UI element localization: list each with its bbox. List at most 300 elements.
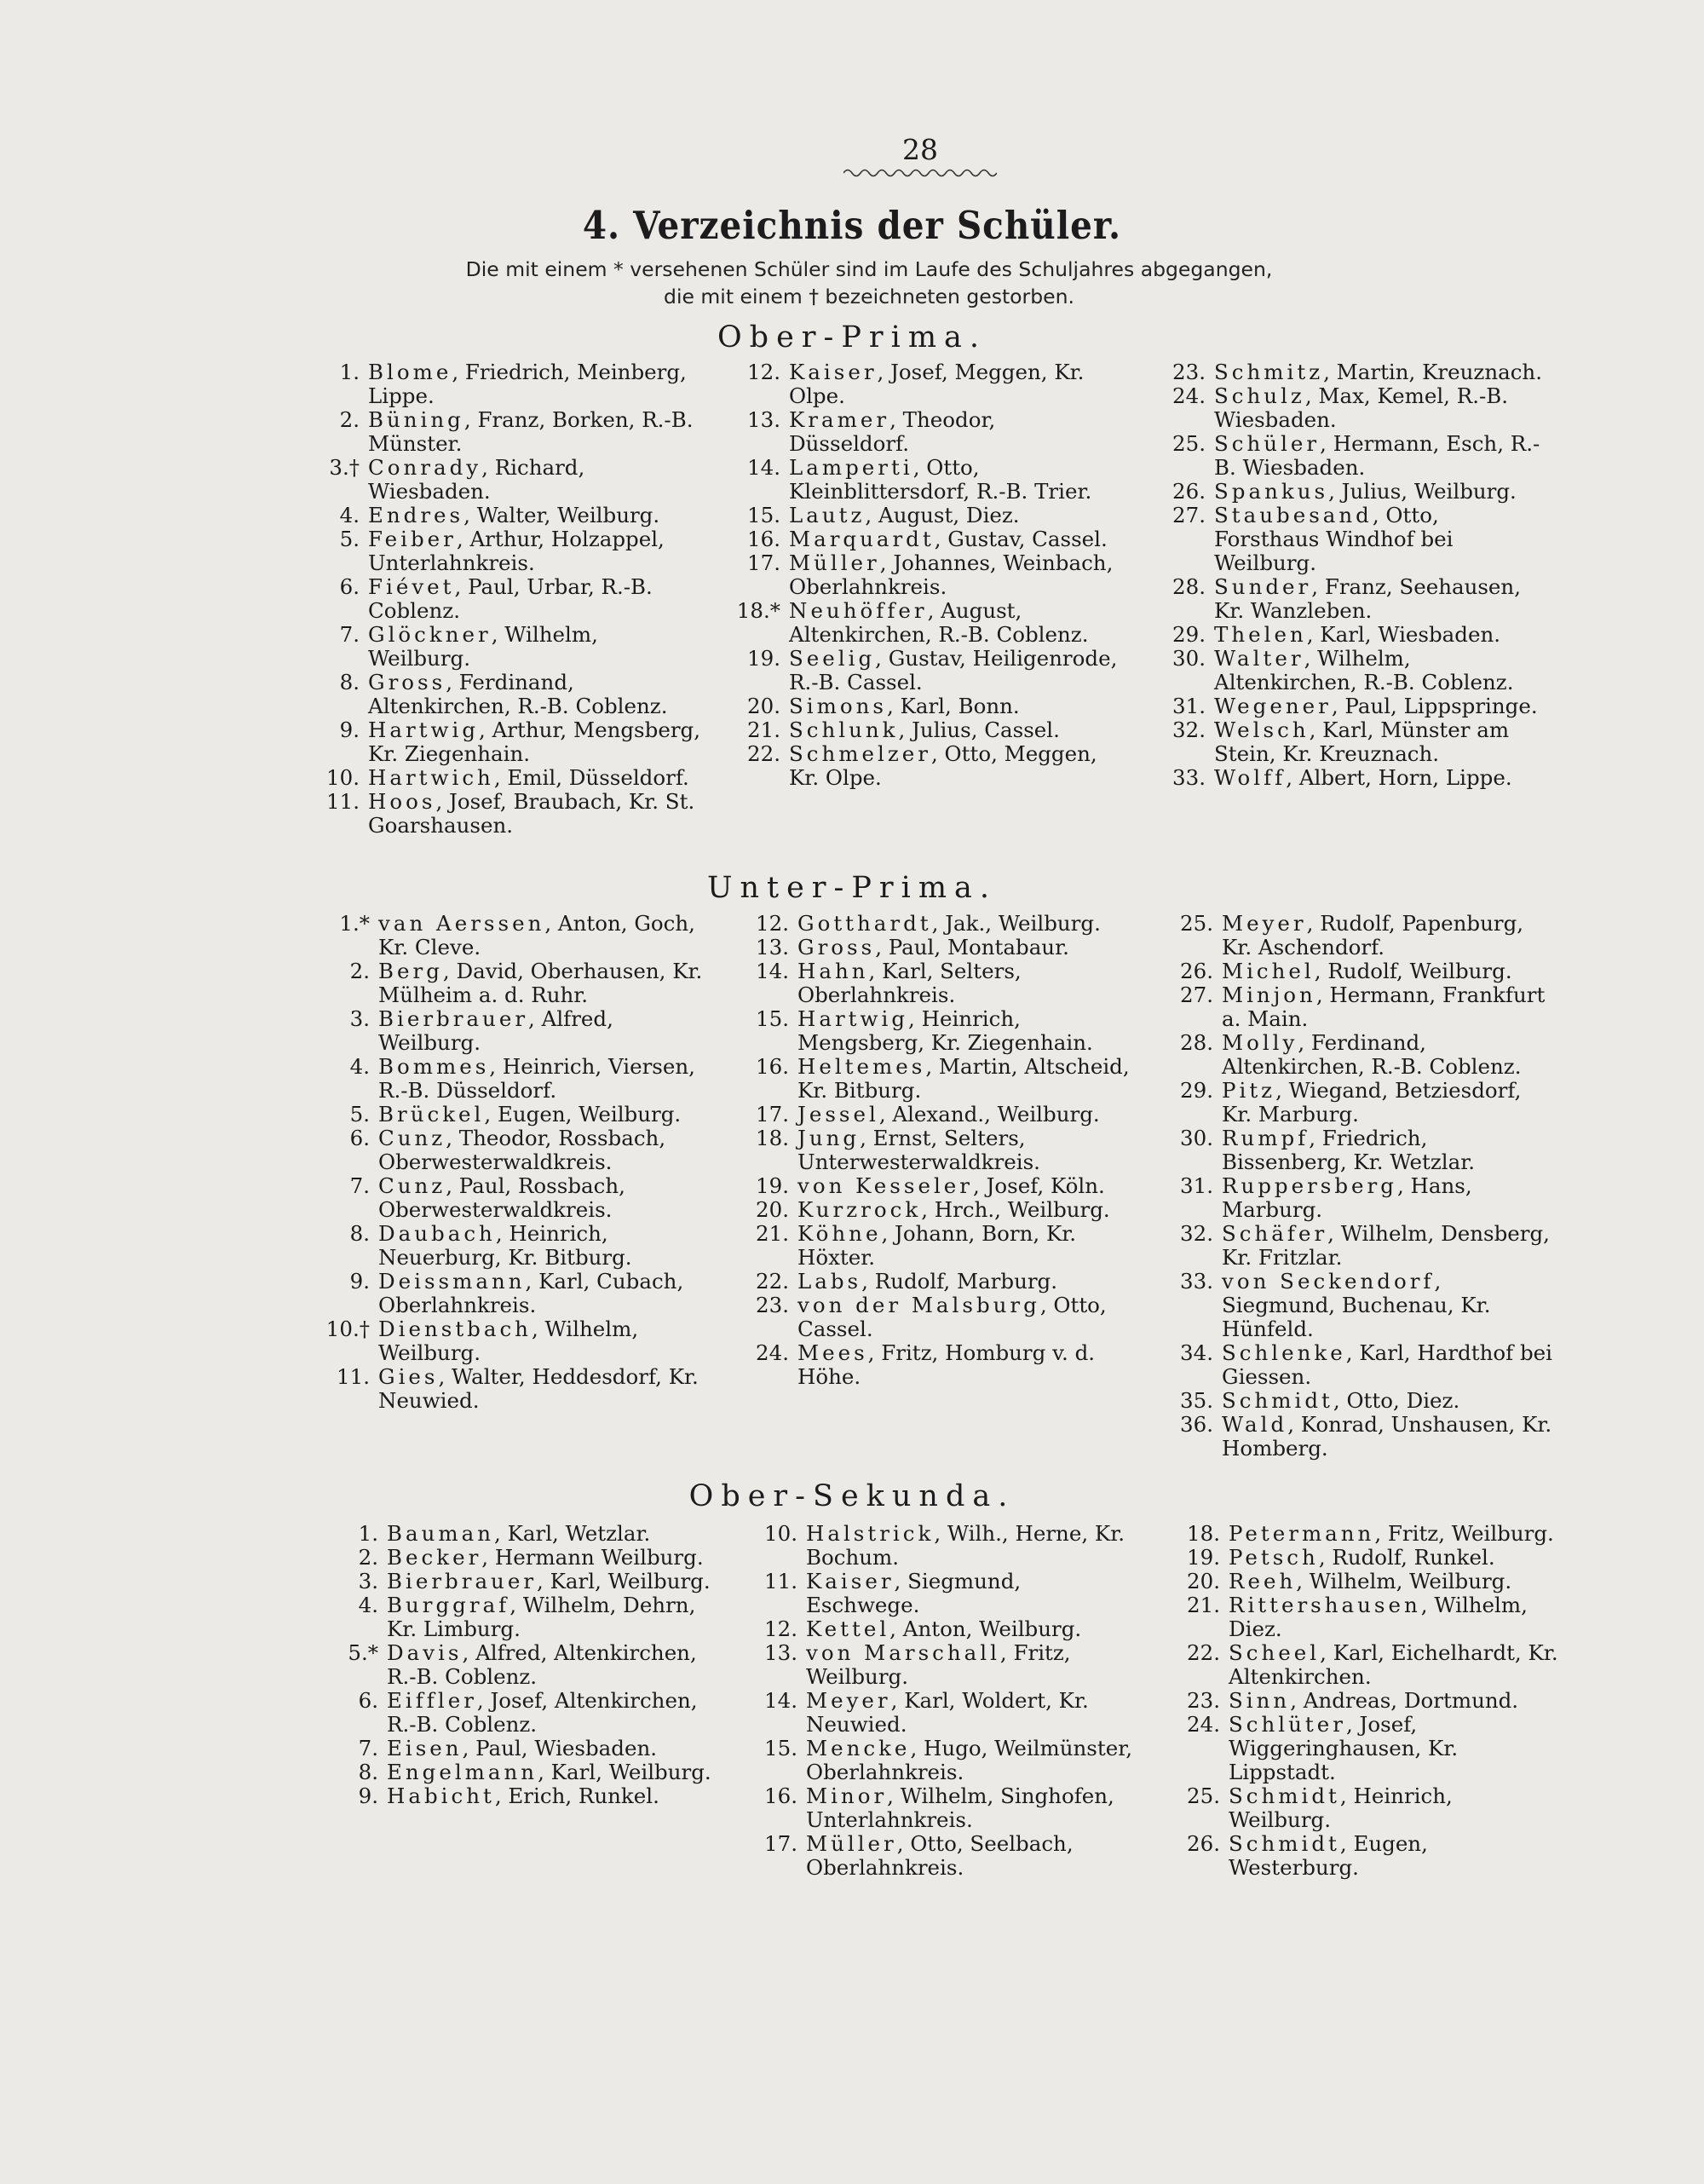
entry-number: 24. <box>1187 1712 1220 1737</box>
student-surname: Eisen <box>387 1736 463 1760</box>
student-details: , Arthur, Holzappel, Unterlahnkreis. <box>368 527 665 575</box>
student-details: , Karl, Münster am Stein, Kr. Kreuznach. <box>1214 717 1510 766</box>
student-surname: Sunder <box>1214 574 1312 599</box>
list-item <box>308 718 700 766</box>
list-item <box>327 1784 719 1808</box>
entry-text <box>1229 1522 1561 1546</box>
entry-text <box>806 1784 1138 1832</box>
list-item <box>746 1641 1138 1689</box>
student-details: , Anton, Weilburg. <box>889 1616 1082 1641</box>
list-item <box>308 766 700 790</box>
student-details: , Josef, Braubach, Kr. St. Goarshausen. <box>368 789 695 838</box>
student-details: , Ferdinand, Altenkirchen, R.-B. Coblenz. <box>1222 1030 1522 1079</box>
page-title: 4. Verzeichnis der Schüler. <box>582 203 1122 248</box>
student-details: , Hrch., Weilburg. <box>921 1197 1110 1222</box>
student-surname: Thelen <box>1214 622 1307 647</box>
list-item <box>1169 1546 1561 1570</box>
entry-number: 9. <box>339 717 360 742</box>
list-column <box>327 1522 719 1808</box>
entry-text <box>368 360 700 408</box>
entry-number: 11. <box>326 789 360 814</box>
entry-text <box>1214 575 1546 623</box>
list-column <box>308 360 700 838</box>
student-details: , Wilhelm, Densberg, Kr. Fritzlar. <box>1222 1221 1550 1270</box>
entry-number: 23. <box>1187 1688 1220 1713</box>
student-details: , Karl, Hardthof bei Giessen. <box>1222 1340 1552 1389</box>
entry-text <box>1222 1127 1554 1174</box>
student-surname: Müller <box>806 1831 897 1856</box>
student-details: , Ferdinand, Altenkirchen, R.-B. Coblenz. <box>368 670 668 718</box>
student-surname: Becker <box>387 1545 482 1570</box>
student-surname: Schlenke <box>1222 1340 1346 1365</box>
intro-line: Die mit einem * versehenen Schüler sind im Laufe des Schuljahres abgegangen, <box>465 257 1273 281</box>
student-details: , Hugo, Weilmünster, Oberlahnkreis. <box>806 1736 1133 1784</box>
entry-text <box>797 912 1130 936</box>
student-details: , Heinrich, Neuerburg, Kr. Bitburg. <box>378 1221 632 1270</box>
student-surname: Lamperti <box>789 455 913 480</box>
student-details: , Paul, Lippspringe. <box>1331 694 1538 718</box>
list-item <box>1162 1270 1554 1341</box>
student-surname: Kaiser <box>789 360 878 384</box>
entry-number: 34. <box>1180 1340 1213 1365</box>
student-details: , Wilhelm, Weilburg. <box>1296 1569 1512 1593</box>
student-surname: Gross <box>797 935 876 959</box>
student-surname: von Marschall <box>806 1640 1000 1665</box>
entry-number: 18. <box>756 1126 789 1150</box>
student-details: , Arthur, Mengsberg, Kr. Ziegenhain. <box>368 717 700 766</box>
list-item <box>319 1365 711 1413</box>
entry-text <box>806 1570 1138 1617</box>
student-details: , Max, Kemel, R.-B. Wiesbaden. <box>1214 383 1509 432</box>
entry-text <box>806 1832 1138 1880</box>
list-item <box>738 1294 1130 1341</box>
student-surname: Bierbrauer <box>387 1569 538 1593</box>
entry-number: 13. <box>756 935 789 959</box>
student-surname: Schmidt <box>1229 1784 1340 1808</box>
list-item <box>319 1055 711 1103</box>
list-item <box>746 1522 1138 1570</box>
list-item <box>308 575 700 623</box>
list-item <box>746 1737 1138 1784</box>
list-item <box>308 504 700 527</box>
student-surname: Feiber <box>368 527 457 551</box>
entry-number: 32. <box>1172 717 1206 742</box>
entry-number: 24. <box>1172 383 1206 408</box>
list-item <box>738 1341 1130 1389</box>
entry-text <box>797 1222 1130 1270</box>
student-surname: Neuhöffer <box>789 598 928 623</box>
student-surname: Jung <box>797 1126 861 1150</box>
entry-text <box>378 1317 711 1365</box>
student-surname: Kettel <box>806 1616 890 1641</box>
student-surname: Marquardt <box>789 527 935 551</box>
student-details: , Wilhelm, Weilburg. <box>378 1317 639 1365</box>
entry-number: 26. <box>1187 1831 1220 1856</box>
student-details: , Karl, Eichelhardt, Kr. Altenkirchen. <box>1229 1640 1558 1689</box>
list-item <box>308 671 700 718</box>
entry-number: 3. <box>349 1006 370 1031</box>
student-surname: Hartwig <box>368 717 480 742</box>
entry-number: 28. <box>1180 1030 1213 1055</box>
page-number: 28 <box>902 133 938 166</box>
list-item <box>327 1570 719 1593</box>
entry-number: 28. <box>1172 574 1206 599</box>
list-item <box>729 742 1121 790</box>
entry-number: 8. <box>349 1221 370 1246</box>
student-surname: Schüler <box>1214 431 1321 456</box>
student-details: , Johannes, Weinbach, Oberlahnkreis. <box>789 550 1114 599</box>
student-details: , Theodor, Rossbach, Oberwesterwaldkreis. <box>378 1126 666 1174</box>
entry-number: 4. <box>349 1054 370 1079</box>
student-details: , Karl, Selters, Oberlahnkreis. <box>797 959 1022 1007</box>
student-surname: Kramer <box>789 407 890 432</box>
entry-number: 26. <box>1172 479 1206 504</box>
entry-text <box>797 1270 1130 1294</box>
entry-text <box>387 1570 719 1593</box>
student-surname: Cunz <box>378 1126 446 1150</box>
list-item <box>1162 912 1554 959</box>
entry-text <box>378 959 711 1007</box>
entry-number: 5. <box>349 1102 370 1127</box>
list-item <box>1154 647 1546 694</box>
list-item <box>1162 1127 1554 1174</box>
student-surname: Bierbrauer <box>378 1006 529 1031</box>
student-details: , Josef, Meggen, Kr. Olpe. <box>789 360 1085 408</box>
entry-text <box>387 1522 719 1546</box>
section-heading-ober-prima: Ober-Prima. <box>717 320 987 354</box>
entry-text <box>797 1198 1130 1222</box>
entry-number: 21. <box>1187 1593 1220 1617</box>
student-surname: Simons <box>789 694 887 718</box>
entry-text <box>368 623 700 671</box>
student-surname: Schäfer <box>1222 1221 1328 1246</box>
entry-text <box>368 718 700 766</box>
student-surname: Sinn <box>1229 1688 1291 1713</box>
student-details: , Fritz, Homburg v. d. Höhe. <box>797 1340 1096 1389</box>
student-surname: Müller <box>789 550 880 575</box>
entry-text <box>1222 983 1554 1031</box>
list-item <box>746 1617 1138 1641</box>
student-surname: Davis <box>387 1640 463 1665</box>
list-item <box>1169 1713 1561 1784</box>
entry-number: 23. <box>1172 360 1206 384</box>
student-surname: Halstrick <box>806 1521 935 1546</box>
list-item <box>1169 1641 1561 1689</box>
student-surname: Rumpf <box>1222 1126 1310 1150</box>
list-item <box>729 504 1121 527</box>
student-surname: Fiévet <box>368 574 455 599</box>
entry-text <box>368 504 700 527</box>
student-surname: Hartwich <box>368 765 494 790</box>
list-item <box>729 599 1121 647</box>
entry-text <box>789 599 1121 647</box>
entry-number: 6. <box>349 1126 370 1150</box>
entry-number: 17. <box>764 1831 797 1856</box>
entry-number: 26. <box>1180 959 1213 983</box>
student-surname: Meyer <box>1222 911 1307 936</box>
list-item <box>1154 694 1546 718</box>
list-item <box>1162 1341 1554 1389</box>
list-item <box>746 1570 1138 1617</box>
student-surname: Scheel <box>1229 1640 1321 1665</box>
student-surname: Schmidt <box>1229 1831 1340 1856</box>
list-item <box>738 1222 1130 1270</box>
list-item <box>1162 1174 1554 1222</box>
entry-number: 31. <box>1172 694 1206 718</box>
student-details: , Theodor, Düsseldorf. <box>789 407 996 456</box>
list-item <box>1154 432 1546 480</box>
entry-number: 11. <box>764 1569 797 1593</box>
entry-text <box>1222 1079 1554 1127</box>
list-item <box>319 1222 711 1270</box>
student-details: , August, Altenkirchen, R.-B. Coblenz. <box>789 598 1089 647</box>
intro-note <box>290 256 1448 310</box>
student-details: , Franz, Seehausen, Kr. Wanzleben. <box>1214 574 1521 623</box>
student-surname: Gies <box>378 1364 439 1389</box>
student-details: , Karl, Bonn. <box>886 694 1020 718</box>
entry-number: 17. <box>756 1102 789 1127</box>
entry-number: 15. <box>747 503 780 527</box>
list-item <box>729 647 1121 694</box>
student-details: , Siegmund, Buchenau, Kr. Hünfeld. <box>1222 1269 1491 1341</box>
entry-number: 25. <box>1187 1784 1220 1808</box>
student-details: , Siegmund, Eschwege. <box>806 1569 1022 1617</box>
student-surname: Mencke <box>806 1736 911 1760</box>
list-item <box>1169 1522 1561 1546</box>
entry-text <box>797 936 1130 959</box>
list-item <box>746 1832 1138 1880</box>
list-column <box>1154 360 1546 790</box>
student-details: , Karl, Wiesbaden. <box>1306 622 1501 647</box>
list-column <box>738 912 1130 1389</box>
entry-number: 4. <box>358 1593 378 1617</box>
entry-text <box>1214 647 1546 694</box>
student-surname: Mees <box>797 1340 868 1365</box>
entry-text <box>1214 432 1546 480</box>
student-surname: Kaiser <box>806 1569 895 1593</box>
entry-text <box>368 527 700 575</box>
entry-text <box>1214 504 1546 575</box>
list-item <box>1162 1222 1554 1270</box>
student-details: , Josef, Wiggeringhausen, Kr. Lippstadt. <box>1229 1712 1459 1784</box>
student-details: , Anton, Goch, Kr. Cleve. <box>378 911 695 959</box>
entry-number: 10. <box>326 765 360 790</box>
entry-text <box>1222 1270 1554 1341</box>
entry-number: 15. <box>756 1006 789 1031</box>
student-details: , Rudolf, Marburg. <box>861 1269 1058 1294</box>
entry-text <box>1222 1413 1554 1461</box>
entry-number: 33. <box>1172 765 1206 790</box>
student-surname: Hahn <box>797 959 869 983</box>
entry-number: 12. <box>764 1616 797 1641</box>
student-surname: Gotthardt <box>797 911 932 936</box>
list-item <box>738 936 1130 959</box>
entry-text <box>789 504 1121 527</box>
list-item <box>738 1174 1130 1198</box>
list-item <box>738 1055 1130 1103</box>
entry-text <box>1229 1546 1561 1570</box>
student-details: , Wilhelm, Singhofen, Unterlahnkreis. <box>806 1784 1114 1832</box>
entry-number: 22. <box>747 741 780 766</box>
entry-text <box>797 1127 1130 1174</box>
student-details: , Friedrich, Meinberg, Lippe. <box>368 360 687 408</box>
list-item <box>319 1007 711 1055</box>
list-item <box>327 1641 719 1689</box>
student-surname: von Kesseler <box>797 1173 973 1198</box>
entry-number: 14. <box>764 1688 797 1713</box>
list-item <box>308 790 700 838</box>
entry-text <box>789 527 1121 551</box>
student-details: , Alfred, Altenkirchen, R.-B. Coblenz. <box>387 1640 697 1689</box>
student-details: , Rudolf, Papenburg, Kr. Aschendorf. <box>1222 911 1524 959</box>
entry-number: 29. <box>1172 622 1206 647</box>
student-surname: Köhne <box>797 1221 882 1246</box>
entry-number: 16. <box>764 1784 797 1808</box>
list-column <box>319 912 711 1413</box>
student-details: , Karl, Wetzlar. <box>494 1521 651 1546</box>
list-item <box>1169 1593 1561 1641</box>
student-details: , Jak., Weilburg. <box>931 911 1101 936</box>
list-item <box>1162 959 1554 983</box>
entry-text <box>1229 1784 1561 1832</box>
entry-text <box>1229 1641 1561 1689</box>
student-surname: Spankus <box>1214 479 1329 504</box>
student-details: , Erich, Runkel. <box>494 1784 659 1808</box>
list-item <box>327 1760 719 1784</box>
student-details: , Hermann, Esch, R.-B. Wiesbaden. <box>1214 431 1540 480</box>
entry-text <box>378 1103 711 1127</box>
list-item <box>738 1127 1130 1174</box>
list-item <box>308 527 700 575</box>
entry-text <box>387 1760 719 1784</box>
student-details: , Hermann Weilburg. <box>481 1545 704 1570</box>
list-item <box>738 912 1130 936</box>
list-item <box>1154 384 1546 432</box>
student-surname: Endres <box>368 503 464 527</box>
student-surname: Bauman <box>387 1521 495 1546</box>
list-item <box>319 912 711 959</box>
entry-text <box>378 1174 711 1222</box>
list-item <box>1169 1689 1561 1713</box>
entry-text <box>789 742 1121 790</box>
student-details: , Johann, Born, Kr. Höxter. <box>797 1221 1077 1270</box>
student-details: , Ernst, Selters, Unterwesterwaldkreis. <box>797 1126 1040 1174</box>
entry-number: 7. <box>349 1173 370 1198</box>
entry-text <box>789 647 1121 694</box>
student-details: , Wilhelm, Dehrn, Kr. Limburg. <box>387 1593 696 1641</box>
student-surname: Schmitz <box>1214 360 1324 384</box>
entry-number: 18.* <box>736 598 780 623</box>
entry-number: 5.* <box>348 1640 378 1665</box>
student-details: , Wilhelm, Altenkirchen, R.-B. Coblenz. <box>1214 646 1514 694</box>
entry-number: 14. <box>756 959 789 983</box>
entry-text <box>378 1365 711 1413</box>
student-details: , Wilh., Herne, Kr. Bochum. <box>806 1521 1125 1570</box>
student-details: , Paul, Rossbach, Oberwesterwaldkreis. <box>378 1173 625 1222</box>
student-details: , Friedrich, Bissenberg, Kr. Wetzlar. <box>1222 1126 1476 1174</box>
entry-number: 22. <box>1187 1640 1220 1665</box>
student-details: , Karl, Woldert, Kr. Neuwied. <box>806 1688 1089 1737</box>
list-item <box>319 1127 711 1174</box>
list-column <box>729 360 1121 790</box>
student-surname: Michel <box>1222 959 1315 983</box>
student-details: , Fritz, Weilburg. <box>806 1640 1071 1689</box>
entry-text <box>1229 1689 1561 1713</box>
entry-text <box>387 1593 719 1641</box>
entry-text <box>378 1055 711 1103</box>
entry-text <box>1214 766 1546 790</box>
student-details: , Heinrich, Weilburg. <box>1229 1784 1453 1832</box>
student-surname: Jessel <box>797 1102 879 1127</box>
student-surname: Heltemes <box>797 1054 926 1079</box>
student-details: , August, Diez. <box>865 503 1020 527</box>
student-details: , Karl, Cubach, Oberlahnkreis. <box>378 1269 684 1317</box>
entry-text <box>1214 360 1546 384</box>
list-item <box>1169 1570 1561 1593</box>
entry-text <box>797 959 1130 1007</box>
entry-number: 2. <box>339 407 360 432</box>
entry-text <box>806 1737 1138 1784</box>
student-details: , Martin, Kreuznach. <box>1323 360 1543 384</box>
student-details: , Wilhelm, Diez. <box>1229 1593 1528 1641</box>
entry-number: 20. <box>1187 1569 1220 1593</box>
list-item <box>746 1784 1138 1832</box>
student-surname: Berg <box>378 959 443 983</box>
student-surname: Glöckner <box>368 622 492 647</box>
entry-text <box>789 456 1121 504</box>
list-item <box>729 527 1121 551</box>
entry-number: 19. <box>747 646 780 671</box>
student-surname: Eiffler <box>387 1688 477 1713</box>
entry-text <box>368 766 700 790</box>
list-item <box>319 1270 711 1317</box>
list-item <box>308 623 700 671</box>
student-details: , Heinrich, Mengsberg, Kr. Ziegenhain. <box>797 1006 1093 1055</box>
student-surname: Brückel <box>378 1102 485 1127</box>
list-item <box>1169 1832 1561 1880</box>
entry-text <box>378 1270 711 1317</box>
student-surname: Dienstbach <box>378 1317 532 1341</box>
list-item <box>319 1317 711 1365</box>
student-details: , Karl, Weilburg. <box>537 1569 711 1593</box>
entry-number: 20. <box>747 694 780 718</box>
list-item <box>327 1593 719 1641</box>
entry-text <box>378 912 711 959</box>
list-item <box>319 959 711 1007</box>
student-details: , Fritz, Weilburg. <box>1374 1521 1554 1546</box>
entry-text <box>806 1689 1138 1737</box>
student-details: , Hermann, Frankfurt a. Main. <box>1222 983 1546 1031</box>
list-column <box>1169 1522 1561 1880</box>
entry-text <box>1222 1031 1554 1079</box>
entry-number: 30. <box>1172 646 1206 671</box>
entry-text <box>806 1522 1138 1570</box>
entry-number: 19. <box>756 1173 789 1198</box>
student-surname: Büning <box>368 407 464 432</box>
entry-number: 2. <box>358 1545 378 1570</box>
entry-number: 20. <box>756 1197 789 1222</box>
student-surname: Habicht <box>387 1784 495 1808</box>
student-details: , Josef, Köln. <box>973 1173 1105 1198</box>
student-surname: Walter <box>1214 646 1304 671</box>
list-item <box>308 408 700 456</box>
list-item <box>729 551 1121 599</box>
entry-text <box>1229 1570 1561 1593</box>
list-item <box>327 1546 719 1570</box>
student-surname: Schulz <box>1214 383 1305 408</box>
student-details: , Otto, Diez. <box>1333 1388 1460 1413</box>
entry-text <box>1214 384 1546 432</box>
